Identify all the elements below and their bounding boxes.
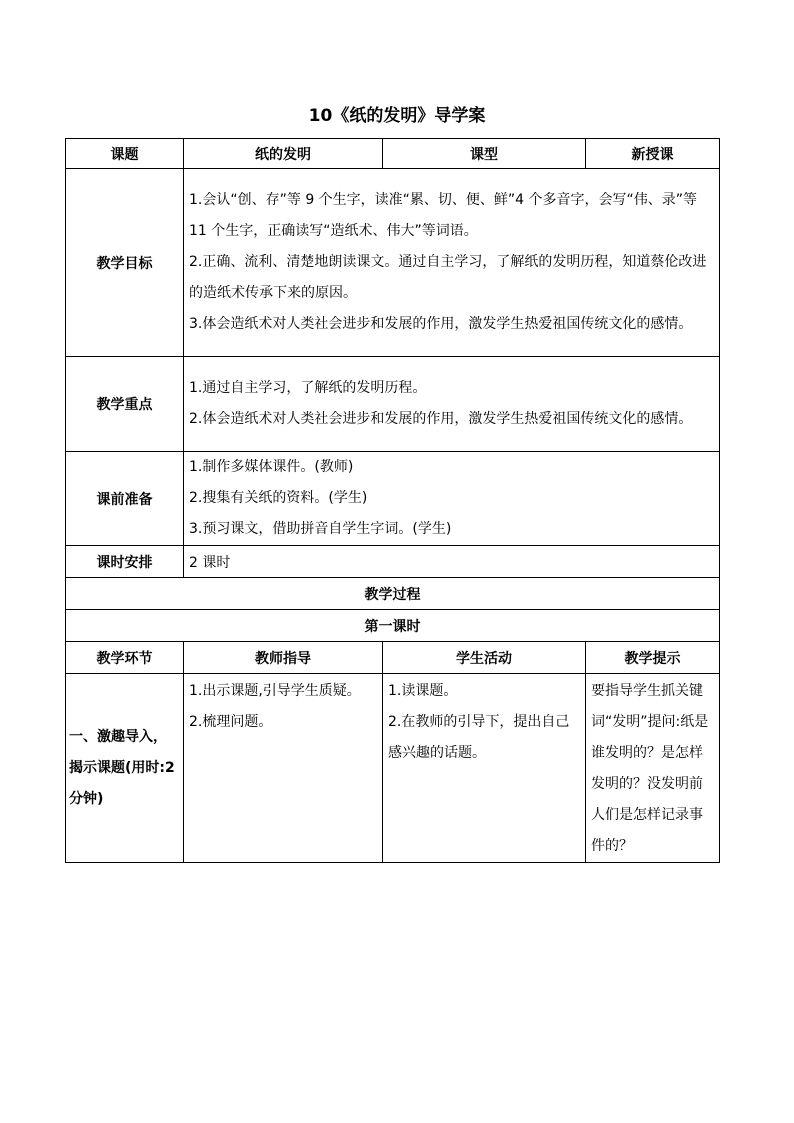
preparation-item: 1.制作多媒体课件。(教师): [189, 459, 354, 475]
step1-row: [66, 674, 720, 863]
lesson-plan-table: [65, 138, 720, 863]
preparation-item: 2.搜集有关纸的资料。(学生): [189, 490, 368, 506]
schedule-row: [66, 546, 720, 578]
goal-item: 1.会认“创、存”等 9 个生字，读准“累、切、便、鲜”4 个多音字，会写“伟、录”等 11 个生字，正确读写“造纸术、伟大”等词语。: [189, 192, 698, 239]
key-point-item: 2.体会造纸术对人类社会进步和发展的作用，激发学生热爱祖国传统文化的感情。: [189, 411, 693, 427]
header-row: [66, 139, 720, 169]
schedule-label: 课时安排: [66, 546, 184, 578]
lesson-title: 第一课时: [66, 610, 720, 642]
process-title-row: [66, 578, 720, 610]
step1-tips: [586, 674, 720, 863]
goals-row: [66, 169, 720, 357]
lesson-type-label: 课型: [383, 139, 586, 169]
goals-label: 教学目标: [66, 169, 184, 357]
goal-item: 2.正确、流利、清楚地朗读课文。通过自主学习，了解纸的发明历程，知道蔡伦改进的造纸术传承下来的原因。: [189, 254, 707, 301]
schedule-value: 2 课时: [184, 546, 720, 578]
preparation-item: 3.预习课文，借助拼音自学生字词。(学生): [189, 521, 452, 537]
preparation-row: [66, 452, 720, 546]
column-header-step: 教学环节: [66, 642, 184, 674]
column-header-student: 学生活动: [383, 642, 586, 674]
process-title: 教学过程: [66, 578, 720, 610]
key-point-item: 1.通过自主学习，了解纸的发明历程。: [189, 380, 427, 396]
student-item: 2.在教师的引导下，提出自己感兴趣的话题。: [388, 714, 570, 761]
step1-name: 一、激趣导入，揭示课题(用时:2 分钟): [66, 674, 184, 863]
tip-item: 要指导学生抓关键词“发明”提问:纸是谁发明的？是怎样发明的？没发明前人们是怎样记录事件的？: [591, 683, 709, 854]
column-header-tips: 教学提示: [586, 642, 720, 674]
column-header-row: [66, 642, 720, 674]
key-points-label: 教学重点: [66, 357, 184, 452]
lesson-title-row: [66, 610, 720, 642]
page-title: 10《纸的发明》导学案: [308, 106, 486, 126]
student-item: 1.读课题。: [388, 683, 458, 699]
column-header-teacher: 教师指导: [184, 642, 383, 674]
lesson-type-value: 新授课: [586, 139, 720, 169]
step1-teacher: [184, 674, 383, 863]
goal-item: 3.体会造纸术对人类社会进步和发展的作用，激发学生热爱祖国传统文化的感情。: [189, 316, 693, 332]
preparation-content: [184, 452, 720, 546]
teacher-item: 1.出示课题,引导学生质疑。: [189, 683, 361, 699]
topic-value: 纸的发明: [184, 139, 383, 169]
key-points-row: [66, 357, 720, 452]
key-points-content: [184, 357, 720, 452]
topic-label: 课题: [66, 139, 184, 169]
step1-student: [383, 674, 586, 863]
preparation-label: 课前准备: [66, 452, 184, 546]
teacher-item: 2.梳理问题。: [189, 714, 273, 730]
goals-content: [184, 169, 720, 357]
